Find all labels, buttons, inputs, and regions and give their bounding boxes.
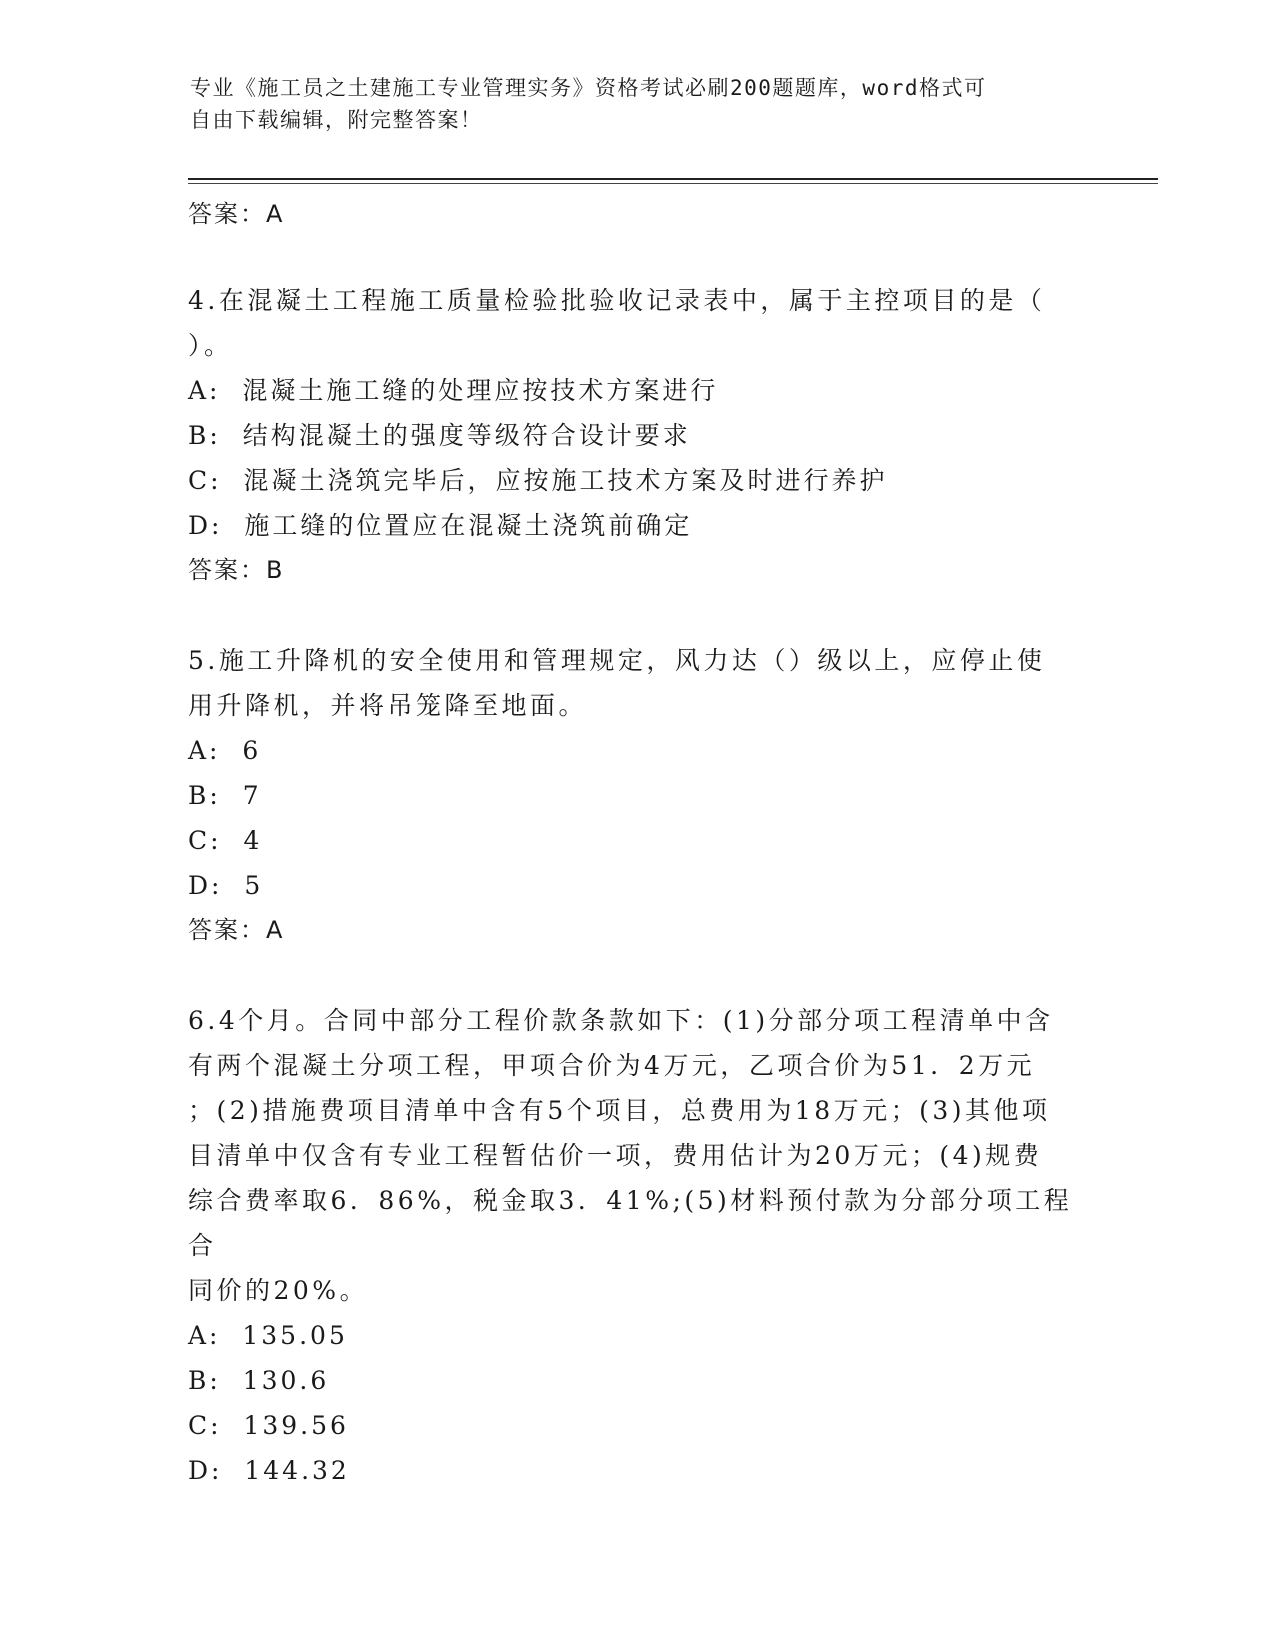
question-text-line: ）。 bbox=[188, 331, 233, 360]
option-d: D: 施工缝的位置应在混凝土浇筑前确定 bbox=[188, 511, 693, 540]
question-4 bbox=[188, 278, 1088, 592]
option-a: A: 混凝土施工缝的处理应按技术方案进行 bbox=[188, 376, 719, 405]
option-c: C: 139.56 bbox=[188, 1411, 349, 1440]
question-text-line: 综合费率取6．86%，税金取3．41%;(5)材料预付款为分部分项工程合 bbox=[188, 1186, 1073, 1260]
question-text-line: 同价的20%。 bbox=[188, 1276, 369, 1305]
question-6 bbox=[188, 998, 1088, 1493]
header-line-2: 自由下载编辑，附完整答案！ bbox=[190, 108, 483, 132]
question-text-line: 4.在混凝土工程施工质量检验批验收记录表中，属于主控项目的是（ bbox=[188, 286, 1046, 315]
header-divider-thick bbox=[188, 178, 1158, 180]
document-header bbox=[190, 72, 1070, 136]
question-5 bbox=[188, 638, 1088, 952]
questions-content bbox=[188, 192, 1088, 1493]
question-text-line: 6.4个月。合同中部分工程价款条款如下：(1)分部分项工程清单中含 bbox=[188, 1006, 1054, 1035]
answer: 答案：B bbox=[188, 556, 285, 584]
option-b: B: 结构混凝土的强度等级符合设计要求 bbox=[188, 421, 691, 450]
header-line-1: 专业《施工员之土建施工专业管理实务》资格考试必刷200题题库，word格式可 bbox=[190, 76, 987, 100]
header-divider-thin bbox=[188, 183, 1158, 184]
question-text-line: 用升降机，并将吊笼降至地面。 bbox=[188, 691, 588, 720]
previous-answer: 答案：A bbox=[188, 200, 285, 228]
option-c: C: 4 bbox=[188, 826, 263, 855]
option-d: D: 144.32 bbox=[188, 1456, 350, 1485]
option-b: B: 130.6 bbox=[188, 1366, 330, 1395]
option-b: B: 7 bbox=[188, 781, 262, 810]
question-text-line: ；(2)措施费项目清单中含有5个项目，总费用为18万元；(3)其他项 bbox=[188, 1096, 1051, 1125]
option-a: A: 135.05 bbox=[188, 1321, 348, 1350]
answer: 答案：A bbox=[188, 916, 285, 944]
question-text-line: 有两个混凝土分项工程，甲项合价为4万元，乙项合价为51．2万元 bbox=[188, 1051, 1036, 1080]
question-text-line: 5.施工升降机的安全使用和管理规定，风力达（）级以上，应停止使 bbox=[188, 646, 1046, 675]
question-text-line: 目清单中仅含有专业工程暂估价一项，费用估计为20万元；(4)规费 bbox=[188, 1141, 1043, 1170]
option-d: D: 5 bbox=[188, 871, 264, 900]
option-a: A: 6 bbox=[188, 736, 262, 765]
option-c: C: 混凝土浇筑完毕后，应按施工技术方案及时进行养护 bbox=[188, 466, 888, 495]
